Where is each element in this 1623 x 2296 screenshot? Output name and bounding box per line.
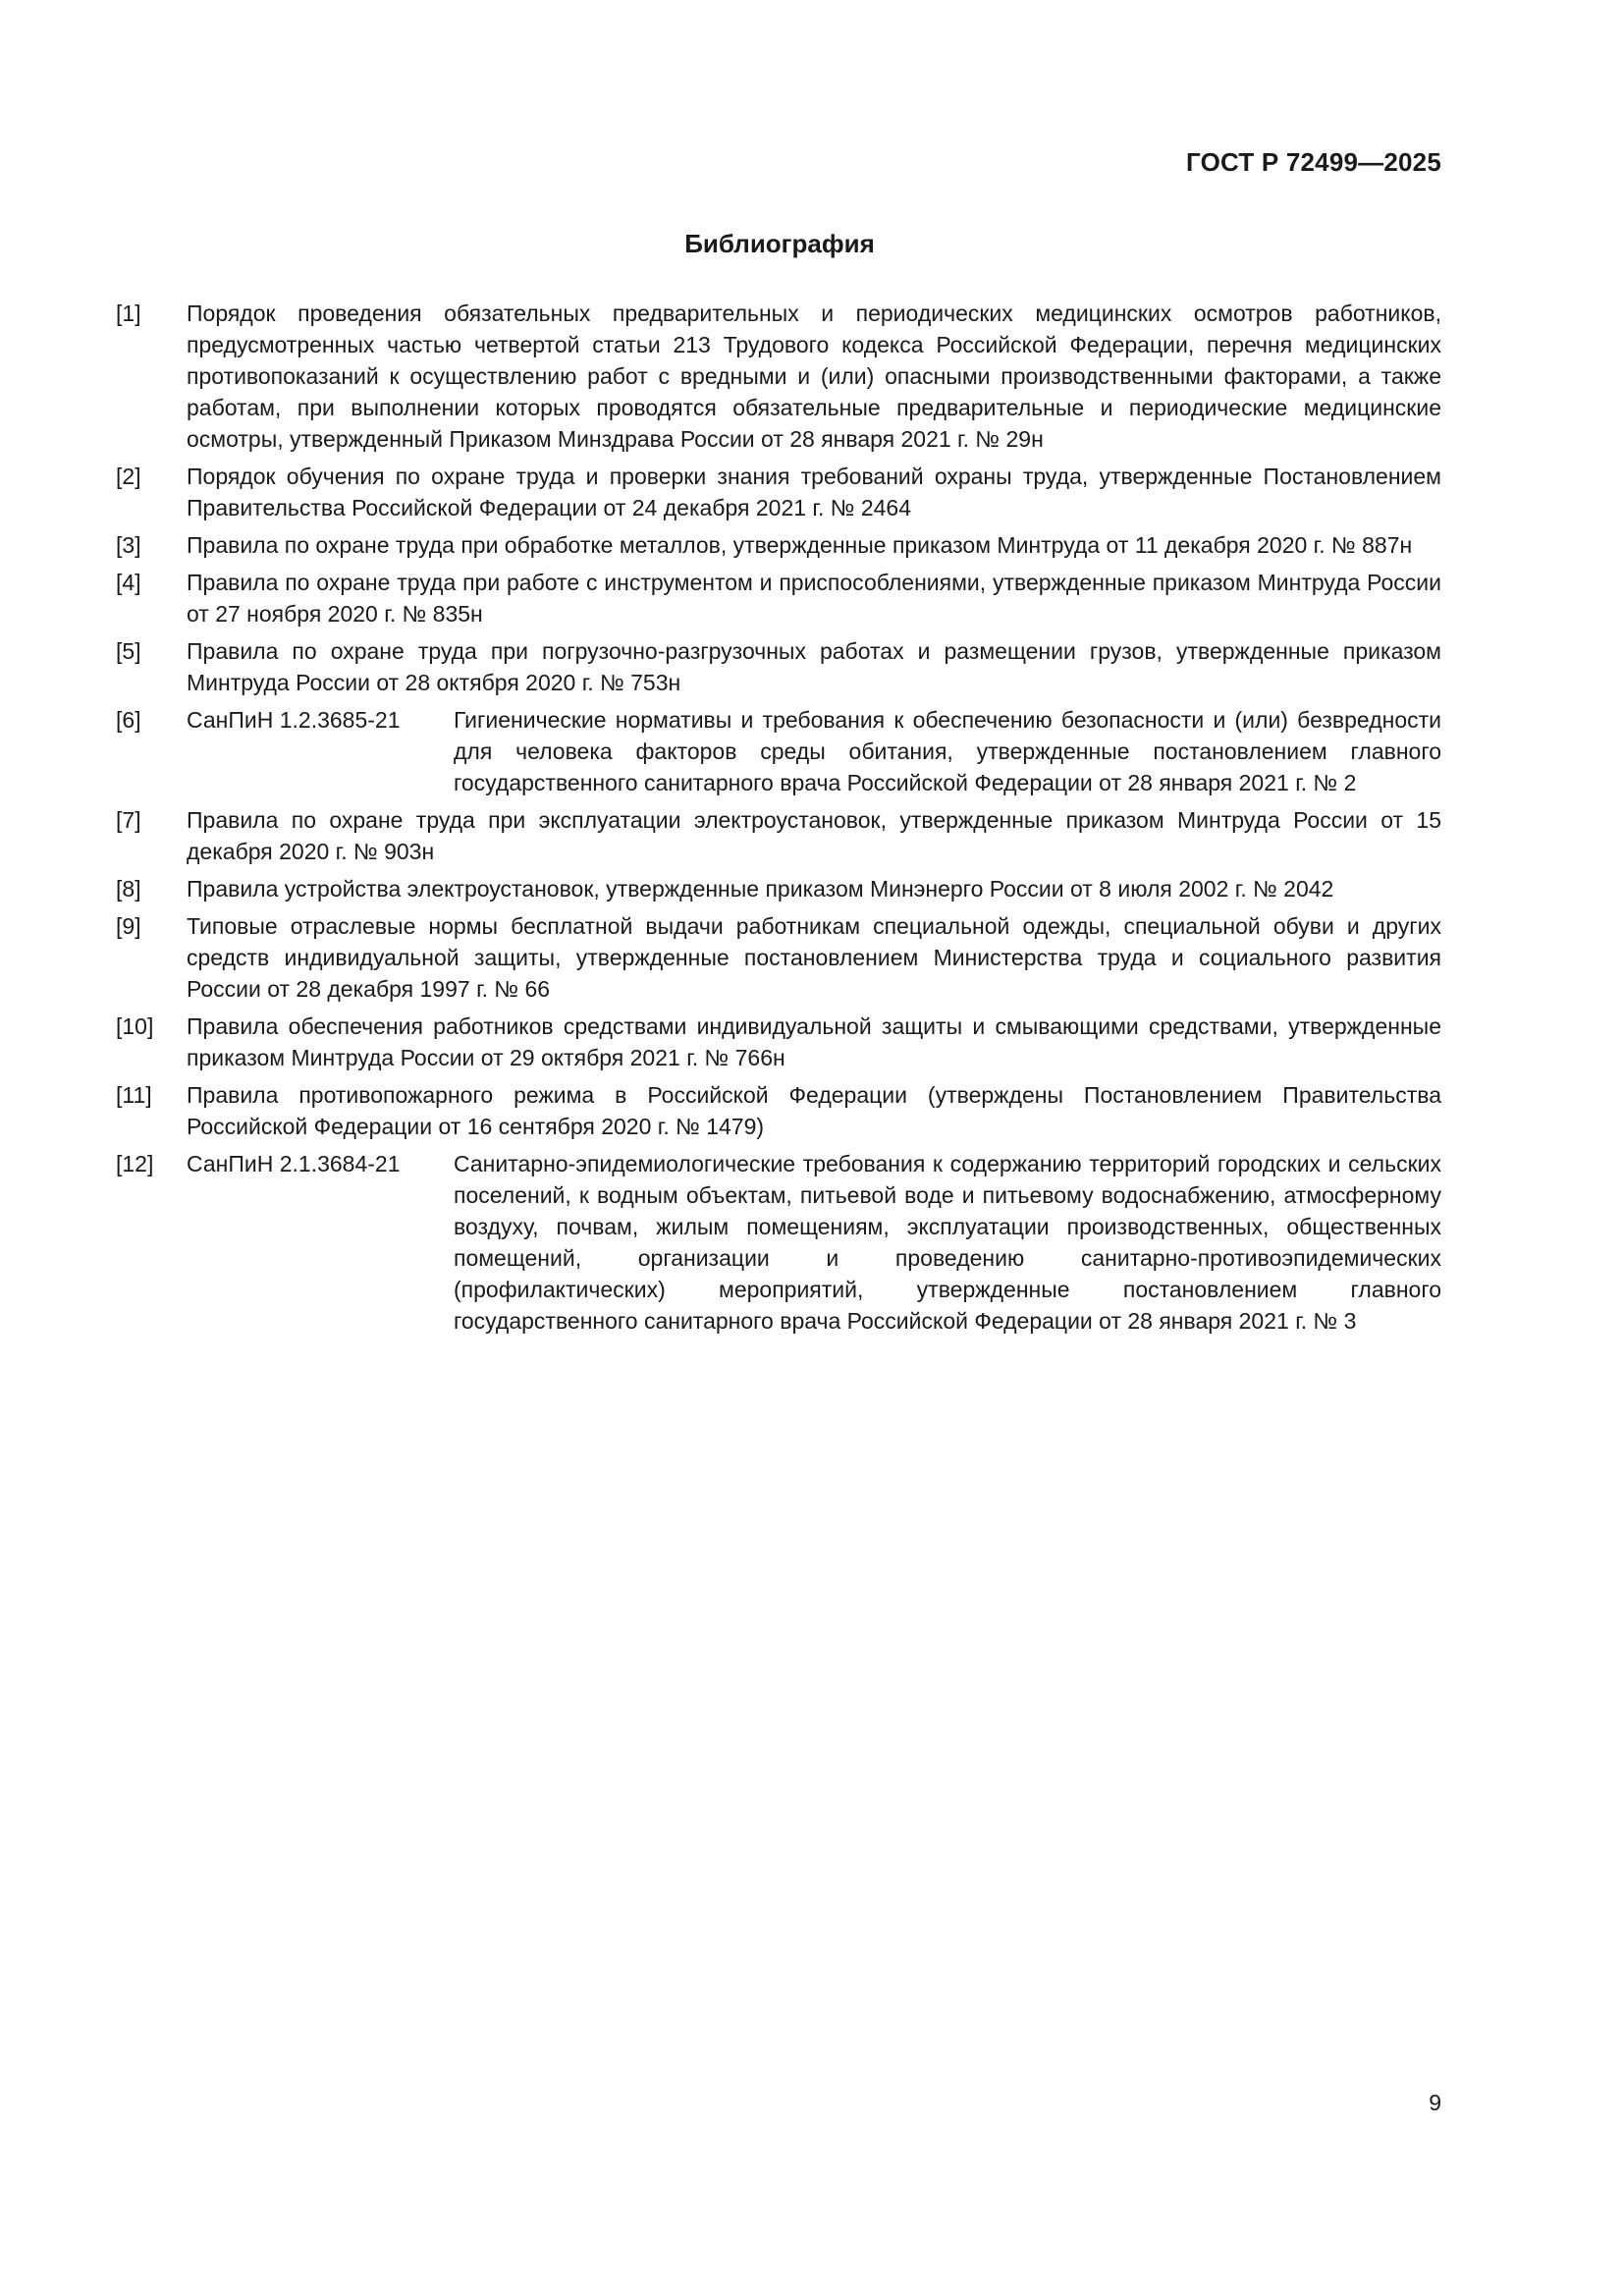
entry-number: [1] bbox=[116, 301, 141, 326]
entry-number: [12] bbox=[116, 1151, 154, 1176]
entry-body bbox=[187, 704, 1441, 798]
bibliography-entry-4 bbox=[116, 567, 1441, 629]
bibliography-list bbox=[116, 298, 1441, 1342]
sanpin-code: СанПиН 2.1.3684-21 bbox=[187, 1151, 401, 1176]
bibliography-entry-2 bbox=[116, 461, 1441, 523]
bibliography-title: Библиография bbox=[684, 229, 875, 258]
entry-number: [7] bbox=[116, 807, 141, 833]
entry-number: [4] bbox=[116, 570, 141, 595]
entry-text: Гигиенические нормативы и требования к обеспечению безопасности и (или) безвредности для человека факторов среды обитания, утвержденные постановлением главного государственного санитарного врача Российской Федерации от 28 января 2021 г. № 2 bbox=[454, 707, 1441, 795]
entry-text: Правила по охране труда при обработке металлов, утвержденные приказом Минтруда от 11 декабря 2020 г. № 887н bbox=[187, 532, 1413, 558]
entry-number: [2] bbox=[116, 464, 141, 489]
sanpin-code: СанПиН 1.2.3685-21 bbox=[187, 707, 401, 733]
entry-number: [11] bbox=[116, 1082, 152, 1108]
entry-text: Порядок проведения обязательных предварительных и периодических медицинских осмотров работников, предусмотренных частью четвертой статьи 213 Трудового кодекса Российской Федерации, перечня медицинских противопоказаний к осуществлению работ с вредными и (или) опасными производственными факторами, а также работам, при выполнении которых проводятся обязательные предварительные и периодические медицинские осмотры, утвержденный Приказом Минздрава России от 28 января 2021 г. № 29н bbox=[187, 301, 1441, 452]
entry-number: [3] bbox=[116, 532, 141, 558]
entry-text: Правила устройства электроустановок, утвержденные приказом Минэнерго России от 8 июля 2002 г. № 2042 bbox=[187, 876, 1334, 902]
bibliography-entry-11 bbox=[116, 1079, 1441, 1142]
bibliography-entry-3 bbox=[116, 529, 1441, 561]
entry-number: [6] bbox=[116, 707, 141, 733]
bibliography-entry-10 bbox=[116, 1011, 1441, 1073]
bibliography-entry-7 bbox=[116, 804, 1441, 867]
bibliography-entry-1 bbox=[116, 298, 1441, 455]
entry-body bbox=[187, 1148, 1441, 1337]
page-number: 9 bbox=[1429, 2090, 1441, 2115]
entry-text: Типовые отраслевые нормы бесплатной выдачи работникам специальной одежды, специальной обуви и других средств индивидуальной защиты, утвержденные постановлением Министерства труда и социального развития России от 28 декабря 1997 г. № 66 bbox=[187, 913, 1441, 1002]
entry-number: [5] bbox=[116, 638, 141, 664]
bibliography-entry-9 bbox=[116, 910, 1441, 1005]
bibliography-entry-12 bbox=[116, 1148, 1441, 1337]
entry-text: Правила по охране труда при работе с инструментом и приспособлениями, утвержденные приказом Минтруда России от 27 ноября 2020 г. № 835н bbox=[187, 570, 1441, 627]
entry-text: Правила по охране труда при эксплуатации электроустановок, утвержденные приказом Минтруда России от 15 декабря 2020 г. № 903н bbox=[187, 807, 1441, 864]
entry-number: [10] bbox=[116, 1013, 154, 1039]
entry-text: Правила обеспечения работников средствами индивидуальной защиты и смывающими средствами, утвержденные приказом Минтруда России от 29 октября 2021 г. № 766н bbox=[187, 1013, 1441, 1070]
bibliography-entry-8 bbox=[116, 873, 1441, 904]
document-code: ГОСТ Р 72499—2025 bbox=[1186, 147, 1441, 177]
bibliography-entry-5 bbox=[116, 635, 1441, 698]
entry-number: [8] bbox=[116, 876, 141, 902]
entry-text: Правила по охране труда при погрузочно-разгрузочных работах и размещении грузов, утвержденные приказом Минтруда России от 28 октября 2020 г. № 753н bbox=[187, 638, 1441, 695]
bibliography-entry-6 bbox=[116, 704, 1441, 798]
entry-text: Порядок обучения по охране труда и проверки знания требований охраны труда, утвержденные Постановлением Правительства Российской Федерации от 24 декабря 2021 г. № 2464 bbox=[187, 464, 1441, 520]
entry-number: [9] bbox=[116, 913, 141, 939]
entry-text: Санитарно-эпидемиологические требования к содержанию территорий городских и сельских поселений, к водным объектам, питьевой воде и питьевому водоснабжению, атмосферному воздуху, почвам, жилым помещениям, эксплуатации производственных, общественных помещений, организации и проведению санитарно-противоэпидемических (профилактических) мероприятий, утвержденные постановлением главного государственного санитарного врача Российской Федерации от 28 января 2021 г. № 3 bbox=[454, 1151, 1441, 1334]
entry-text: Правила противопожарного режима в Российской Федерации (утверждены Постановлением Правительства Российской Федерации от 16 сентября 2020 г. № 1479) bbox=[187, 1082, 1441, 1139]
